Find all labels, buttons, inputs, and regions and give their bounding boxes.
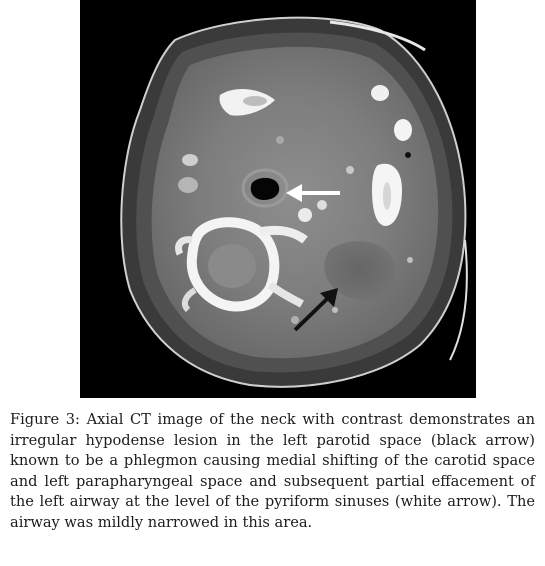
ct-scan-image [80,0,476,398]
airway [251,178,279,200]
figure-label: Figure 3: [10,411,80,428]
caption-text: Axial CT image of the neck with contrast demonstrates an irregular hypodense lesion in the left parotid space (black arrow) known to be a phlegmon causing medial shifting of the carotid space and left parapharyngeal space and subsequent partial effacement of the left airway at the level of the pyriform sinuses (white arrow). The airway was mildly narrowed in this area. [10,411,535,531]
figure-caption [10,410,535,534]
